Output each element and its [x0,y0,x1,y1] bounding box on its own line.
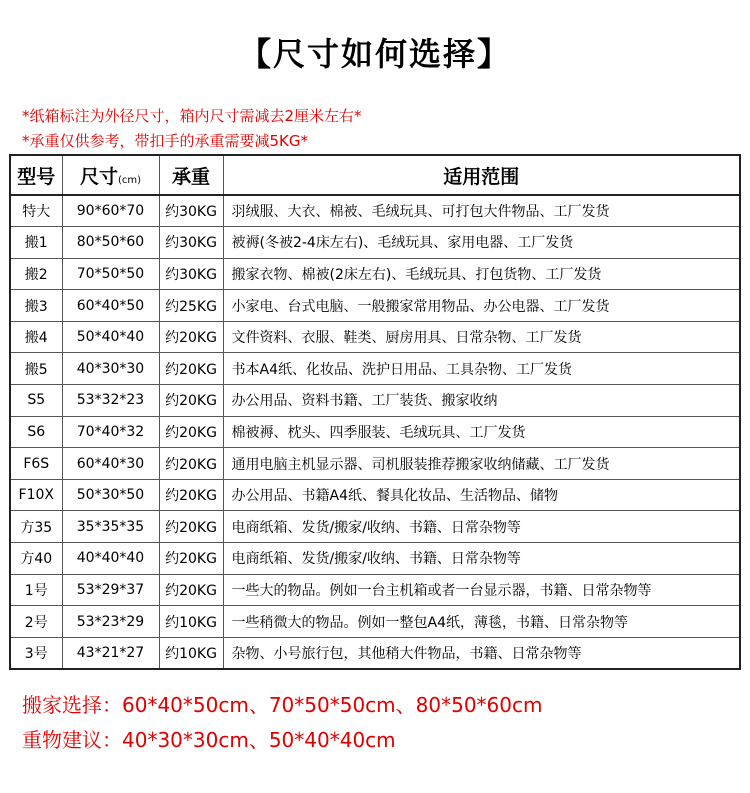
cell-model: F10X [10,479,62,511]
header-model: 型号 [10,155,62,195]
cell-model: 搬4 [10,321,62,353]
header-size [62,155,159,195]
table-row [10,543,740,575]
table-row [10,606,740,638]
cell-usage: 书本A4纸、化妆品、洗护日用品、工具杂物、工厂发货 [223,353,740,385]
cell-usage: 电商纸箱、发货/搬家/收纳、书籍、日常杂物等 [223,543,740,575]
cell-size: 40*40*40 [62,543,159,575]
table-row [10,258,740,290]
cell-model: F6S [10,448,62,480]
cell-size: 70*50*50 [62,258,159,290]
cell-load: 约20KG [159,448,223,480]
cell-usage: 电商纸箱、发货/搬家/收纳、书籍、日常杂物等 [223,511,740,543]
cell-usage: 羽绒服、大衣、棉被、毛绒玩具、可打包大件物品、工厂发货 [223,195,740,227]
cell-usage: 一些大的物品。例如一台主机箱或者一台显示器，书籍、日常杂物等 [223,574,740,606]
cell-load: 约20KG [159,416,223,448]
cell-usage: 小家电、台式电脑、一般搬家常用物品、办公电器、工厂发货 [223,290,740,322]
table-row [10,385,740,417]
cell-size: 53*23*29 [62,606,159,638]
page-title: 【尺寸如何选择】 [238,35,511,73]
cell-size: 70*40*32 [62,416,159,448]
cell-load: 约20KG [159,479,223,511]
cell-load: 约10KG [159,606,223,638]
notes-block [22,104,362,154]
header-size-label: 尺寸 [79,165,118,188]
table-row [10,448,740,480]
cell-load: 约20KG [159,543,223,575]
table-row [10,637,740,669]
cell-model: 方40 [10,543,62,575]
note-load: *承重仅供参考，带扣手的承重需要减5KG* [22,132,309,150]
cell-load: 约20KG [159,385,223,417]
cell-load: 约20KG [159,511,223,543]
header-size-unit: (cm) [117,174,142,186]
cell-size: 43*21*27 [62,637,159,669]
cell-usage: 文件资料、衣服、鞋类、厨房用具、日常杂物、工厂发货 [223,321,740,353]
cell-usage: 杂物、小号旅行包，其他稍大件物品，书籍、日常杂物等 [223,637,740,669]
cell-model: 方35 [10,511,62,543]
cell-size: 53*32*23 [62,385,159,417]
table-row [10,511,740,543]
cell-size: 50*30*50 [62,479,159,511]
cell-usage: 通用电脑主机显示器、司机服装推荐搬家收纳储藏、工厂发货 [223,448,740,480]
cell-size: 60*40*30 [62,448,159,480]
cell-usage: 一些稍微大的物品。例如一整包A4纸，薄毯，书籍、日常杂物等 [223,606,740,638]
cell-load: 约10KG [159,637,223,669]
cell-load: 约30KG [159,195,223,227]
size-table [9,154,741,670]
cell-usage: 办公用品、书籍A4纸、餐具化妆品、生活物品、储物 [223,479,740,511]
cell-size: 60*40*50 [62,290,159,322]
table-row [10,353,740,385]
table-row [10,290,740,322]
cell-model: 特大 [10,195,62,227]
cell-load: 约30KG [159,227,223,259]
header-load: 承重 [159,155,223,195]
cell-load: 约30KG [159,258,223,290]
cell-model: S6 [10,416,62,448]
cell-usage: 办公用品、资料书籍、工厂装货、搬家收纳 [223,385,740,417]
moving-recommendation: 搬家选择：60*40*50cm、70*50*50cm、80*50*60cm [22,693,543,717]
header-usage: 适用范围 [223,155,740,195]
cell-usage: 被褥(冬被2-4床左右)、毛绒玩具、家用电器、工厂发货 [223,227,740,259]
cell-model: 1号 [10,574,62,606]
cell-model: 搬5 [10,353,62,385]
cell-usage: 棉被褥、枕头、四季服装、毛绒玩具、工厂发货 [223,416,740,448]
table-row [10,227,740,259]
cell-size: 80*50*60 [62,227,159,259]
table-row [10,574,740,606]
cell-model: 搬1 [10,227,62,259]
cell-usage: 搬家衣物、棉被(2床左右)、毛绒玩具、打包货物、工厂发货 [223,258,740,290]
cell-model: S5 [10,385,62,417]
cell-load: 约25KG [159,290,223,322]
heavy-recommendation: 重物建议：40*30*30cm、50*40*40cm [22,728,396,752]
cell-size: 90*60*70 [62,195,159,227]
cell-model: 搬3 [10,290,62,322]
table-row [10,416,740,448]
table-header-row [10,155,740,195]
cell-model: 搬2 [10,258,62,290]
cell-load: 约20KG [159,321,223,353]
cell-model: 3号 [10,637,62,669]
table-row [10,195,740,227]
cell-size: 40*30*30 [62,353,159,385]
cell-model: 2号 [10,606,62,638]
cell-size: 50*40*40 [62,321,159,353]
note-outer-size: *纸箱标注为外径尺寸，箱内尺寸需减去2厘米左右* [22,107,362,125]
table-row [10,321,740,353]
cell-size: 53*29*37 [62,574,159,606]
cell-load: 约20KG [159,574,223,606]
cell-load: 约20KG [159,353,223,385]
table-row [10,479,740,511]
cell-size: 35*35*35 [62,511,159,543]
